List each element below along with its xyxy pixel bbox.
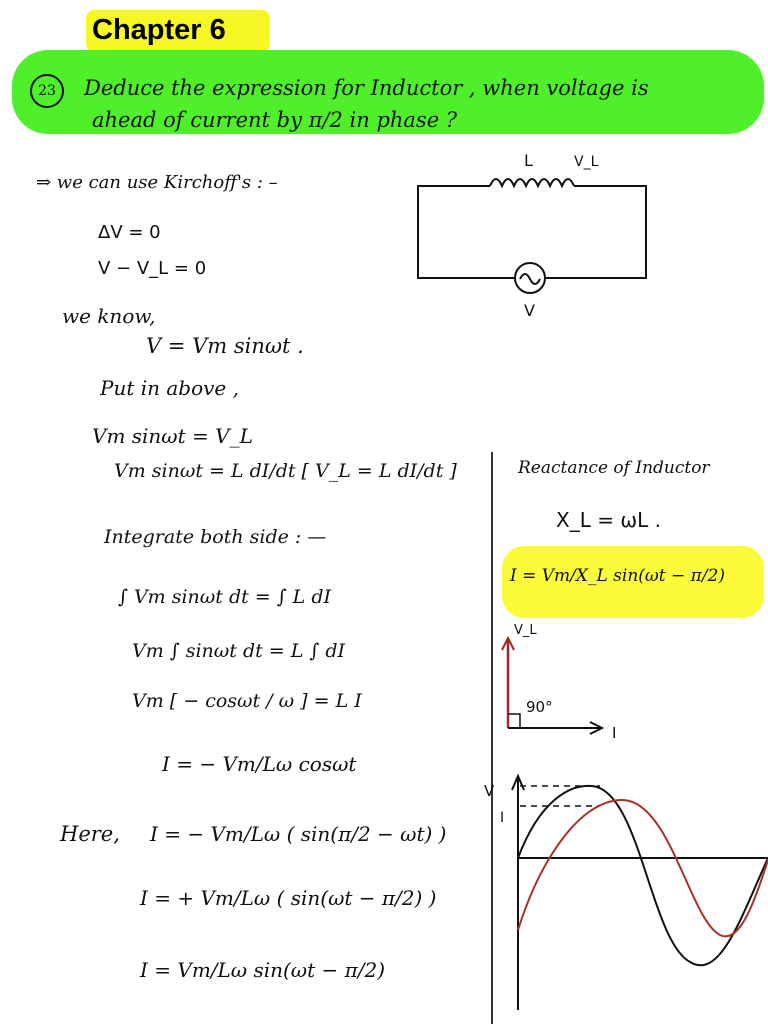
question-line-2: ahead of current by π/2 in phase ? <box>92 108 458 132</box>
waveform-i-label: I <box>500 810 505 826</box>
eq-i-sin-2: I = + Vm/Lω ( sin(ωt − π/2) ) <box>140 886 437 910</box>
eq-i-cos: I = − Vm/Lω cosωt <box>162 752 357 776</box>
circuit-wire-right <box>546 186 646 278</box>
reactance-current-eq: I = Vm/X_L sin(ωt − π/2) <box>510 566 726 586</box>
inductor-label: L <box>524 151 533 170</box>
reactance-formula: X_L = ωL . <box>556 508 661 532</box>
phasor-angle-label: 90° <box>526 698 553 716</box>
put-in-text: Put in above , <box>100 376 239 400</box>
question-line-1: Deduce the expression for Inductor , when voltage is <box>84 76 649 100</box>
waveform-graph <box>512 776 768 1010</box>
eq-v-minus-vl: V − V_L = 0 <box>98 258 207 279</box>
eq-vm-equals-vl: Vm sinωt = V_L <box>92 424 253 448</box>
question-number: 23 <box>30 74 64 108</box>
phasor-vl-label: V_L <box>514 623 537 638</box>
eq-integral-2: Vm ∫ sinωt dt = L ∫ dI <box>132 640 346 662</box>
eq-i-sin-1: I = − Vm/Lω ( sin(π/2 − ωt) ) <box>150 822 447 846</box>
here-text: Here, <box>60 822 120 846</box>
eq-vm-ldi-dt: Vm sinωt = L dI/dt [ V_L = L dI/dt ] <box>114 460 457 482</box>
chapter-title: Chapter 6 <box>92 14 226 46</box>
inductor-coil-icon <box>490 179 574 186</box>
voltage-wave <box>518 786 768 965</box>
source-label: V <box>524 301 535 320</box>
eq-v-source: V = Vm sinωt . <box>146 334 304 358</box>
inductor-voltage-label: V_L <box>574 154 599 170</box>
waveform-v-label: V <box>484 782 495 800</box>
circuit-diagram <box>418 179 646 293</box>
phasor-diagram <box>502 638 602 734</box>
eq-integral-1: ∫ Vm sinωt dt = ∫ L dI <box>118 586 332 608</box>
right-angle-mark <box>508 714 520 728</box>
eq-delta-v: ΔV = 0 <box>98 222 161 243</box>
circuit-wire-left <box>418 186 514 278</box>
we-know-text: we know, <box>62 304 156 328</box>
current-wave <box>518 800 768 936</box>
ac-wave-icon <box>520 274 540 284</box>
eq-i-final: I = Vm/Lω sin(ωt − π/2) <box>140 958 386 982</box>
eq-integrated: Vm [ − cosωt / ω ] = L I <box>132 690 362 712</box>
phasor-i-label: I <box>612 724 617 742</box>
integrate-text: Integrate both side : — <box>104 526 327 548</box>
intro-text: ⇒ we can use Kirchoff's : – <box>36 172 278 193</box>
reactance-heading: Reactance of Inductor <box>518 458 710 478</box>
